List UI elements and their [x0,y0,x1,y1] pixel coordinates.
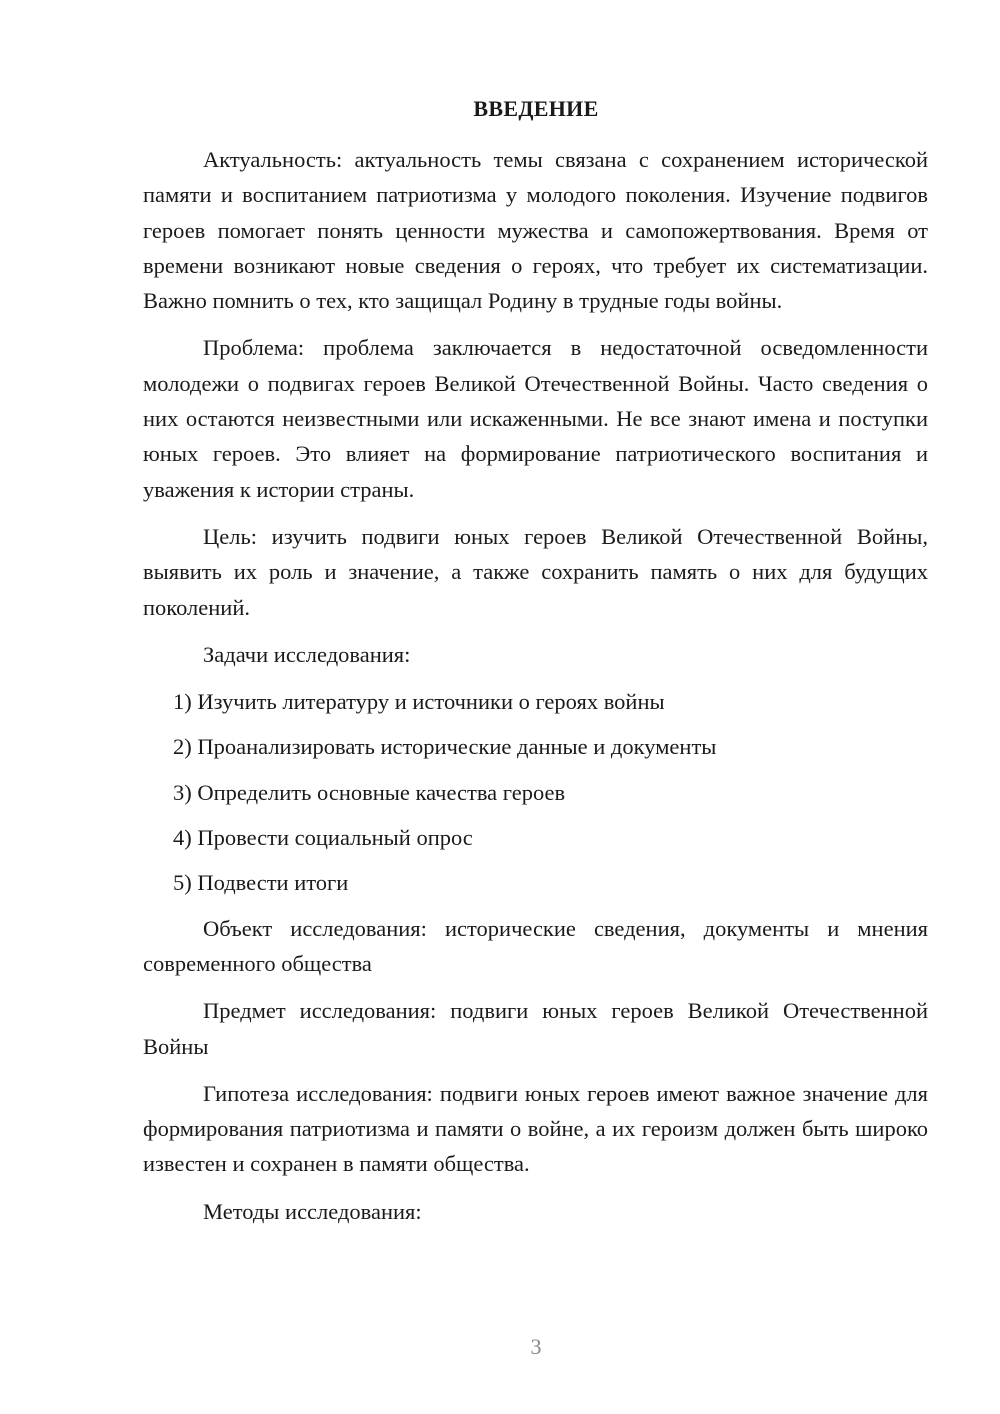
object-paragraph: Объект исследования: исторические сведения, документы и мнения современного общества [143,915,928,976]
list-item: 1) Изучить литературу и источники о героях войны [173,689,665,715]
section-title: ВВЕДЕНИЕ [473,96,599,121]
subject-paragraph: Предмет исследования: подвиги юных героев Великой Отечественной Войны [143,998,928,1059]
list-item: 4) Провести социальный опрос [173,825,473,851]
tasks-heading: Задачи исследования: [203,641,411,667]
problem-paragraph: Проблема: проблема заключается в недостаточной осведомленности молодежи о подвигах героев Великой Отечественной Войны. Часто сведения о них остаются неизвестными или искаженными. Не все знают имена и поступки юных героев. Это влияет на формирование патриотического воспитания и уважения к истории страны. [143,335,928,502]
document-body [143,142,928,1241]
methods-heading: Методы исследования: [203,1198,422,1224]
list-item: 3) Определить основные качества героев [173,779,566,805]
page-number: 3 [530,1334,542,1359]
list-item: 2) Проанализировать исторические данные и документы [173,734,717,760]
relevance-paragraph: Актуальность: актуальность темы связана с сохранением исторической памяти и воспитанием патриотизма у молодого поколения. Изучение подвигов героев помогает понять ценности мужества и самопожертвования. Время от времени возникают новые сведения о героях, что требует их систематизации. Важно помнить о тех, кто защищал Родину в трудные годы войны. [143,147,928,314]
goal-paragraph: Цель: изучить подвиги юных героев Великой Отечественной Войны, выявить их роль и значение, а также сохранить память о них для будущих поколений. [143,523,928,620]
hypothesis-paragraph: Гипотеза исследования: подвиги юных героев имеют важное значение для формирования патриотизма и памяти о войне, а их героизм должен быть широко известен и сохранен в памяти общества. [143,1080,928,1177]
list-item: 5) Подвести итоги [173,870,349,896]
